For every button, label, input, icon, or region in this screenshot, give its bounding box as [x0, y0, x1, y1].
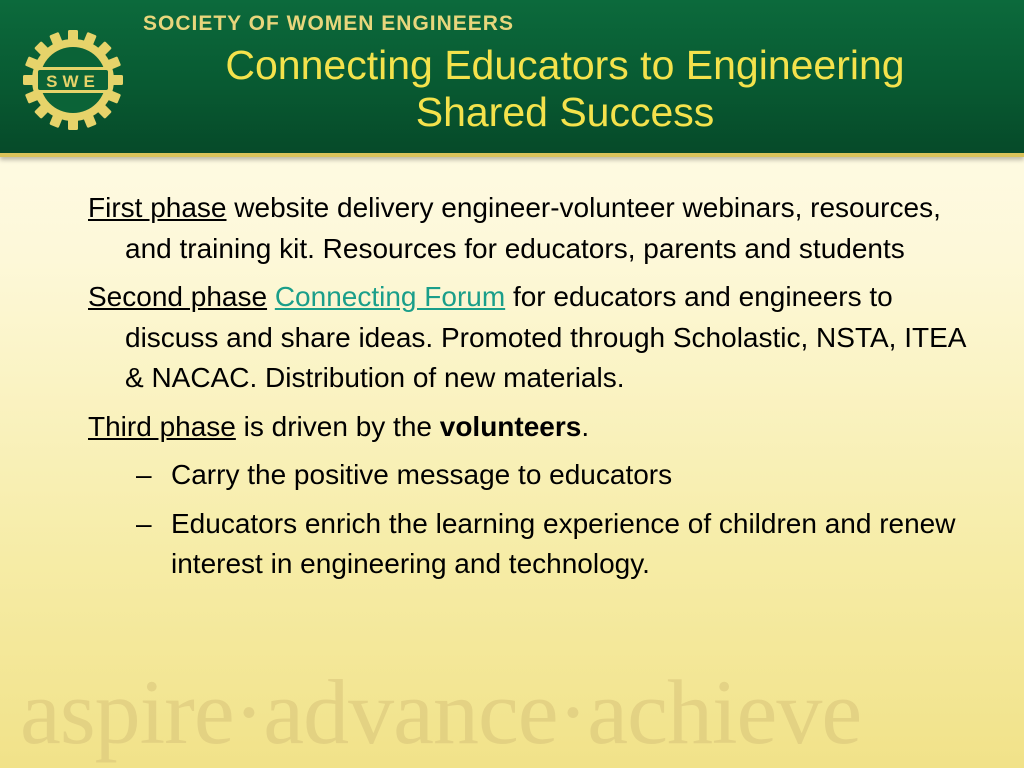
sub-item — [88, 504, 978, 585]
phase-third-text: is driven by the — [235, 410, 440, 442]
phase-first-heading: First phase — [88, 192, 227, 223]
phase-third-emphasis: volunteers — [439, 410, 582, 442]
title-line-2: Shared Success — [415, 89, 715, 135]
slide-title — [130, 42, 1000, 136]
logo-text: SWE — [46, 72, 100, 91]
phase-second — [88, 277, 978, 399]
phase-third-period: . — [581, 410, 590, 442]
phase-second-text: for educators and engineers to discuss and share ideas. Promoted through Scholastic, NSTA, ITEA & NACAC. Distribution of new materials. — [125, 281, 965, 393]
phase-third — [88, 407, 978, 448]
title-line-1: Connecting Educators to Engineering — [225, 42, 905, 88]
org-name: SOCIETY OF WOMEN ENGINEERS — [143, 12, 514, 35]
phase-third-heading: Third phase — [88, 410, 236, 442]
third-phase-sublist — [88, 455, 978, 585]
gear-icon — [20, 27, 126, 133]
sub-item-text: Educators enrich the learning experience of children and renew interest in engineering and technology. — [171, 507, 956, 579]
sub-item-text: Carry the positive message to educators — [171, 459, 673, 490]
phase-first — [88, 188, 978, 269]
dash-bullet: – — [136, 459, 152, 490]
sub-item — [88, 455, 978, 496]
phase-second-heading: Second phase — [88, 281, 268, 312]
connecting-forum-link[interactable]: Connecting Forum — [274, 281, 506, 312]
phase-first-text: website delivery engineer-volunteer webinars, resources, and training kit. Resources for educators, parents and students — [125, 192, 941, 264]
header-band — [0, 0, 1024, 157]
slide-body — [88, 188, 978, 593]
tagline-watermark: aspire·advance·achieve — [20, 661, 862, 763]
dash-bullet: – — [136, 507, 152, 539]
